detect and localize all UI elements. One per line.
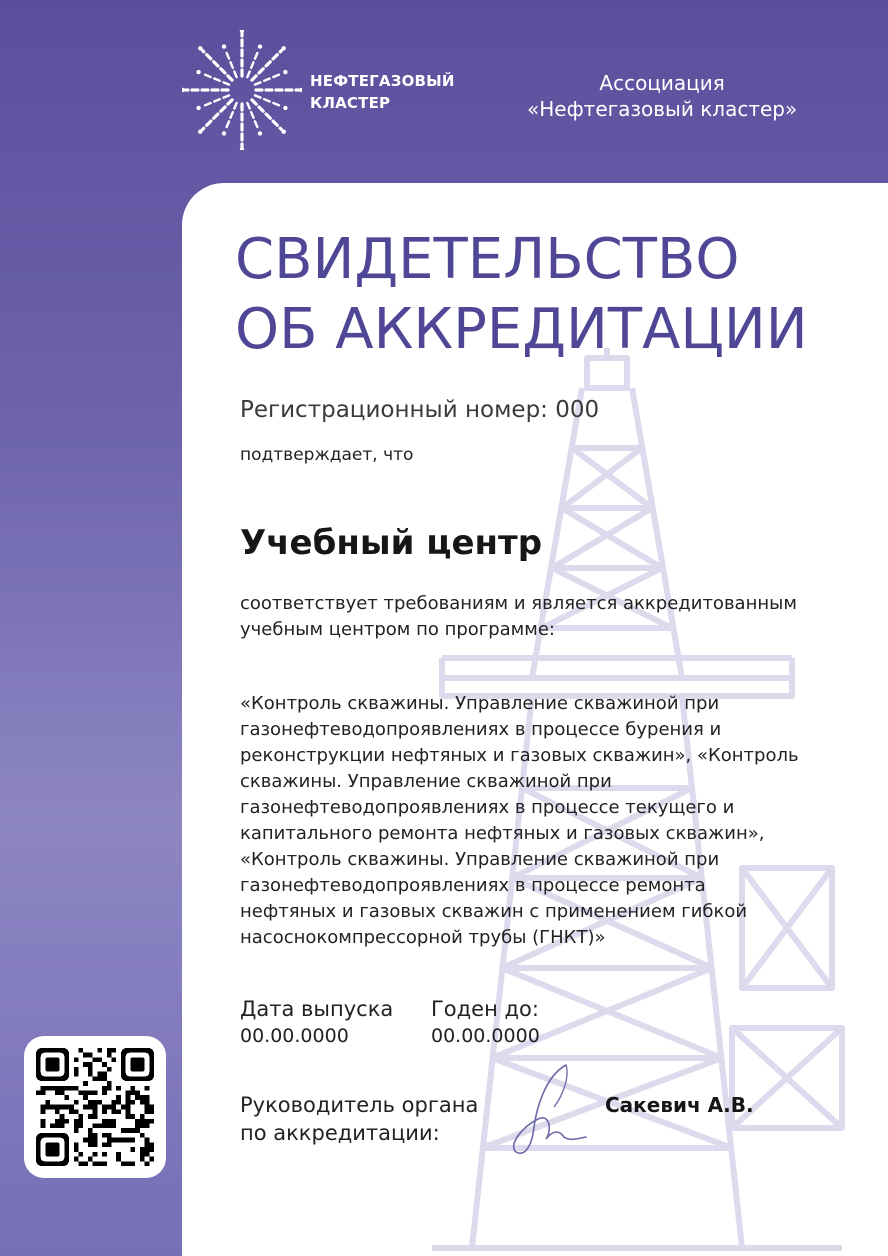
- logo-ray: [225, 49, 236, 77]
- logo-ray: [225, 103, 236, 131]
- logo-dot: [198, 130, 202, 134]
- qr-code: [36, 1048, 154, 1166]
- logo-line-1: НЕФТЕГАЗОВЫЙ: [310, 72, 455, 90]
- compliance-text: соответствует требованиям и является аккредитованным учебным центром по программе:: [240, 593, 797, 640]
- title-line-1: СВИДЕТЕЛЬСТВО: [235, 227, 740, 292]
- logo-line-2: КЛАСТЕР: [310, 94, 391, 112]
- logo-dot: [258, 131, 262, 135]
- logo-dot: [182, 88, 185, 92]
- logo-dot: [282, 46, 286, 50]
- logo-dot: [196, 70, 200, 74]
- logo-ray: [247, 103, 258, 131]
- association-name: [527, 70, 797, 122]
- head-of-accreditation: [240, 1091, 478, 1147]
- title-line-2: ОБ АККРЕДИТАЦИИ: [235, 297, 808, 362]
- certificate-title: [235, 225, 808, 365]
- logo-dot: [258, 44, 262, 48]
- logo-dot: [240, 30, 244, 33]
- logo-ray: [201, 73, 229, 84]
- qr-code-box: [24, 1036, 166, 1178]
- issue-date-block: [240, 995, 393, 1049]
- programs-list: «Контроль скважины. Управление скважиной при газонефтеводопроявлениях в процессе бурения и реконструкции нефтяных и газовых скважин», «Контроль скважины. Управление скважиной при газонефтеводопроявлениях в процессе текущего и капитального ремонта нефтяных и газовых скважин», «Контроль скважины. Управление скважиной при газонефтеводопроявлениях в процессе ремонта нефтяных и газовых скважин с применением гибкой насоснокомпрессорной трубы (ГНКТ)»: [240, 693, 799, 948]
- valid-until-label: Годен до:: [431, 997, 539, 1021]
- certificate-card: [182, 183, 888, 1256]
- logo-ray: [255, 73, 283, 84]
- registration-number: Регистрационный номер: 000: [240, 397, 600, 423]
- logo-ray: [255, 95, 283, 106]
- logo-dot: [299, 88, 302, 92]
- association-line-1: Ассоциация: [599, 71, 725, 95]
- logo-dot: [283, 70, 287, 74]
- issue-date-value: 00.00.0000: [240, 1025, 349, 1047]
- issue-date-label: Дата выпуска: [240, 997, 394, 1021]
- logo-ray: [201, 95, 229, 106]
- logo-ray: [247, 49, 258, 77]
- logo-dot: [240, 147, 244, 150]
- logo-dot: [198, 46, 202, 50]
- logo-wordmark: [310, 70, 455, 114]
- valid-until-block: [431, 995, 540, 1049]
- head-line-1: Руководитель органа: [240, 1093, 479, 1117]
- handwritten-signature: [504, 1057, 594, 1167]
- logo-dot: [282, 130, 286, 134]
- valid-until-value: 00.00.0000: [431, 1025, 540, 1047]
- organization-name: Учебный центр: [240, 523, 543, 563]
- signer-name: Сакевич А.В.: [605, 1093, 754, 1117]
- starburst-logo-icon: [182, 30, 302, 150]
- logo-dot: [222, 131, 226, 135]
- association-line-2: «Нефтегазовый кластер»: [527, 97, 798, 121]
- logo-dot: [196, 106, 200, 110]
- head-line-2: по аккредитации:: [240, 1121, 440, 1145]
- logo-dot: [222, 44, 226, 48]
- logo-dot: [283, 106, 287, 110]
- confirms-text: подтверждает, что: [240, 445, 414, 465]
